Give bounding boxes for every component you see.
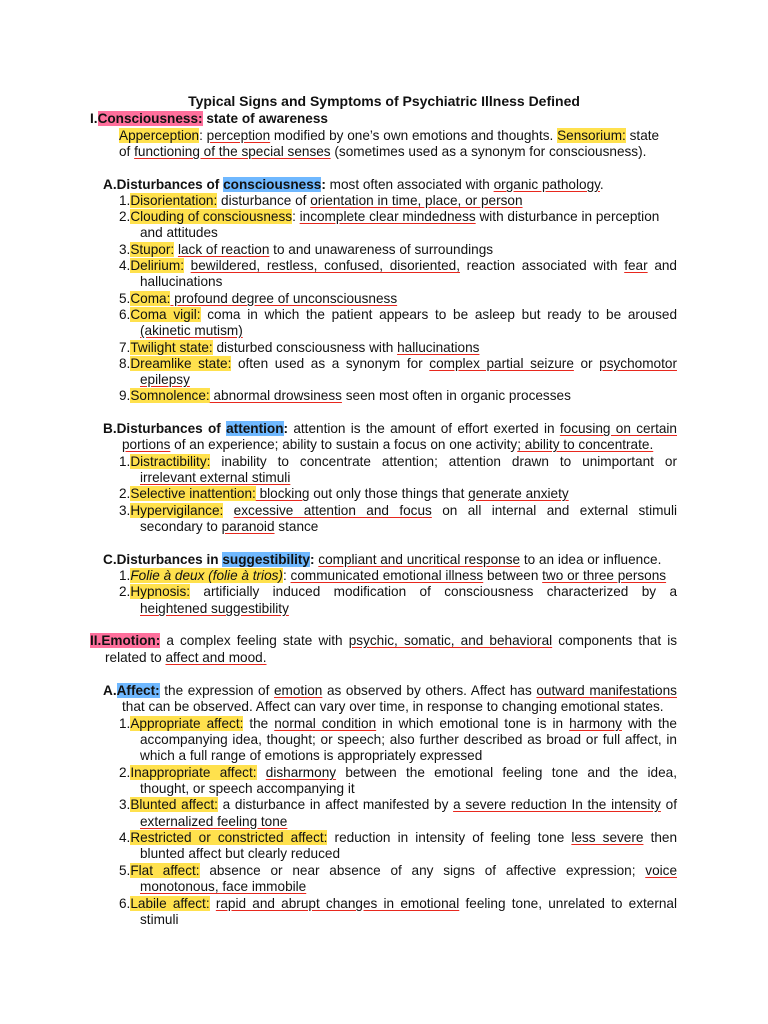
paragraph-line: Apperception: perception modified by one’s own emotions and thoughts. Sensorium: state	[119, 128, 660, 143]
list-item: 2.Hypnosis: artificially induced modification of consciousness characterized by a	[119, 584, 677, 599]
list-item-cont: heightened suggestibility	[140, 601, 289, 616]
list-item: 2.Inappropriate affect: disharmony between the emotional feeling tone and the idea,	[119, 765, 678, 780]
list-item-cont: thought, or speech accompanying it	[140, 781, 355, 796]
paragraph-line: of functioning of the special senses (sometimes used as a synonym for consciousness).	[119, 144, 647, 159]
list-item-cont: monotonous, face immobile	[140, 879, 307, 894]
list-item-cont: externalized feeling tone	[140, 814, 288, 829]
list-item: 1.Disorientation: disturbance of orientation in time, place, or person	[119, 193, 523, 208]
list-item: 3.Stupor: lack of reaction to and unawareness of surroundings	[119, 242, 494, 257]
list-item: 3.Hypervigilance: excessive attention and focus on all internal and external stimuli	[119, 503, 678, 518]
list-item: 4.Delirium: bewildered, restless, confused, disoriented, reaction associated with fear and	[119, 258, 677, 273]
list-item: 7.Twilight state: disturbed consciousness with hallucinations	[119, 340, 480, 355]
list-item: 5.Flat affect: absence or near absence of any signs of affective expression; voice	[119, 863, 677, 878]
list-item-cont: stimuli	[140, 912, 179, 927]
subsection-heading: B.Disturbances of attention: attention is the amount of effort exerted in focusing on certain	[103, 421, 677, 436]
list-item: 6.Coma vigil: coma in which the patient appears to be asleep but ready to be aroused	[119, 307, 678, 322]
section-heading: I.Consciousness: state of awareness	[90, 111, 328, 126]
list-item: 1.Appropriate affect: the normal condition in which emotional tone is in harmony with the	[119, 716, 677, 731]
paragraph-line: that can be observed. Affect can vary over time, in response to changing emotional states.	[122, 699, 664, 714]
list-item-cont: accompanying idea, thought; or speech; also further described as broad or full affect, in	[140, 732, 677, 747]
list-item-cont: epilepsy	[140, 372, 190, 387]
list-item-cont: which a full range of emotions is appropriately expressed	[140, 748, 483, 763]
section-heading: II.Emotion: a complex feeling state with psychic, somatic, and behavioral components that is	[90, 633, 678, 648]
list-item: 2.Selective inattention: blocking out only those things that generate anxiety	[119, 486, 569, 501]
list-item: 2.Clouding of consciousness: incomplete clear mindedness with disturbance in perception	[119, 209, 660, 224]
paragraph-line: related to affect and mood.	[105, 650, 267, 665]
subsection-heading: C.Disturbances in suggestibility: compliant and uncritical response to an idea or influence.	[103, 552, 662, 567]
list-item-cont: irrelevant external stimuli	[140, 470, 291, 485]
list-item: 1.Distractibility: inability to concentrate attention; attention drawn to unimportant or	[119, 454, 677, 469]
list-item-cont: blunted affect but clearly reduced	[140, 846, 341, 861]
list-item: 5.Coma: profound degree of unconsciousness	[119, 291, 398, 306]
paragraph-line: portions of an experience; ability to sustain a focus on one activity; ability to concentrate.	[122, 437, 654, 452]
list-item-cont: and attitudes	[140, 225, 218, 240]
list-item: 9.Somnolence: abnormal drowsiness seen most often in organic processes	[119, 388, 571, 403]
subsection-heading: A.Disturbances of consciousness: most often associated with organic pathology.	[103, 177, 604, 192]
list-item: 6.Labile affect: rapid and abrupt changes in emotional feeling tone, unrelated to external	[119, 896, 677, 911]
subsection-heading: A.Affect: the expression of emotion as observed by others. Affect has outward manifestations	[103, 683, 677, 698]
document-title: Typical Signs and Symptoms of Psychiatric Illness Defined	[188, 93, 580, 109]
list-item-cont: (akinetic mutism)	[140, 323, 243, 338]
list-item-cont: secondary to paranoid stance	[140, 519, 319, 534]
list-item: 3.Blunted affect: a disturbance in affect manifested by a severe reduction In the intensity of	[119, 797, 677, 812]
list-item: 4.Restricted or constricted affect: reduction in intensity of feeling tone less severe then	[119, 830, 678, 845]
list-item: 1.Folie à deux (folie à trios): communicated emotional illness between two or three persons	[119, 568, 667, 583]
list-item: 8.Dreamlike state: often used as a synonym for complex partial seizure or psychomotor	[119, 356, 677, 371]
list-item-cont: hallucinations	[140, 274, 223, 289]
